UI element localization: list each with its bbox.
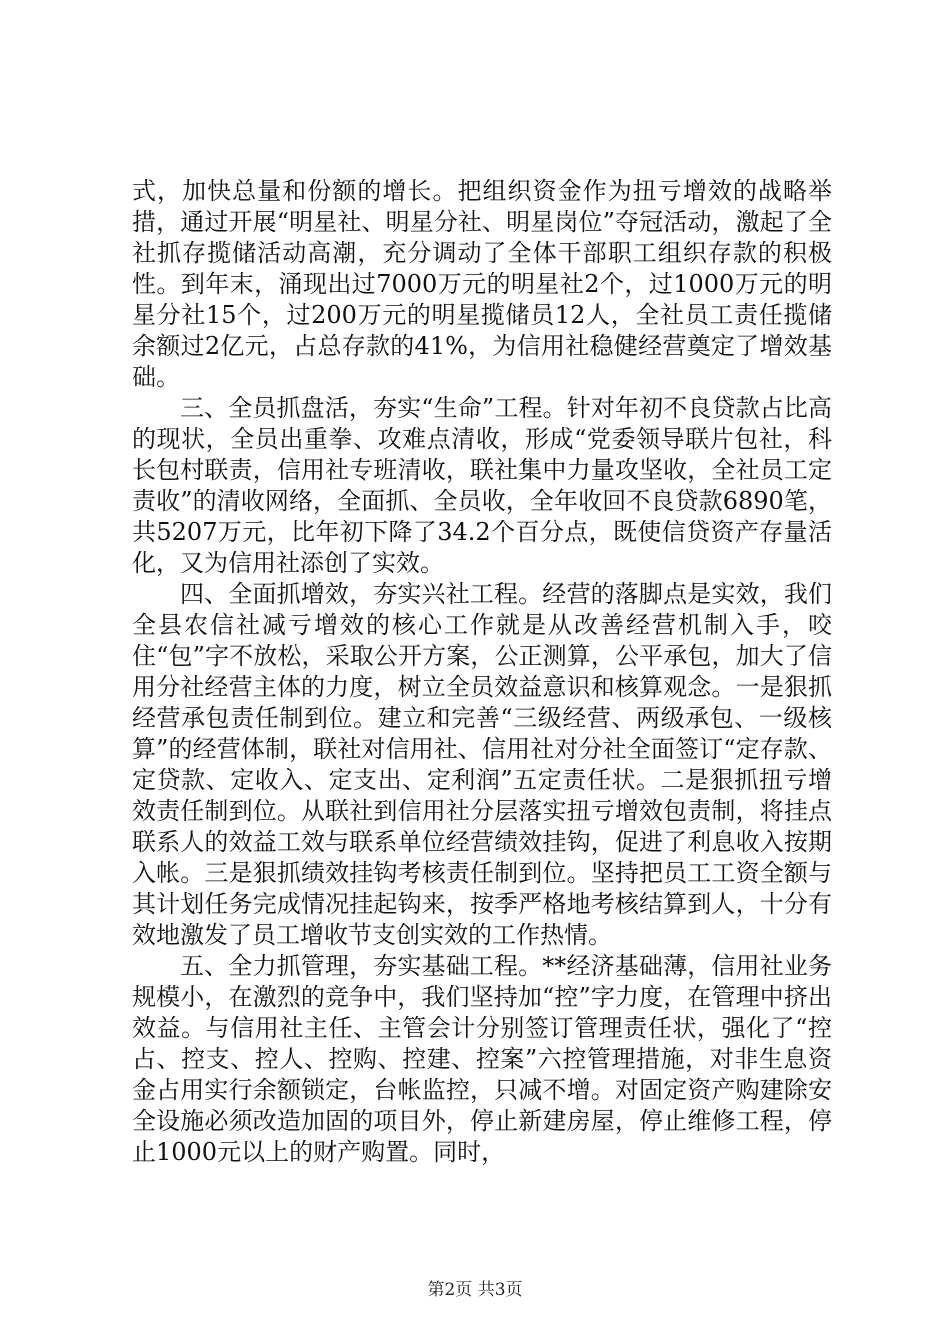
paragraph-3: 四、全面抓增效，夯实兴社工程。经营的落脚点是实效，我们全县农信社减亏增效的核心工作就是从改善经营机制入手，咬住“包”字不放松，采取公开方案，公正测算，公平承包，加大了信用分社经营主体的力度，树立全员效益意识和核算观念。一是狠抓经营承包责任制到位。建立和完善“三级经营、两级承包、一级核算”的经营体制，联社对信用社、信用社对分社全面签订“定存款、定贷款、定收入、定支出、定利润”五定责任状。二是狠抓扭亏增效责任制到位。从联社到信用社分层落实扭亏增效包责制，将挂点联系人的效益工效与联系单位经营绩效挂钩，促进了利息收入按期入帐。三是狠抓绩效挂钩考核责任制到位。坚持把员工工资全额与其计划任务完成情况挂起钩来，按季严格地考核结算到人，十分有效地激发了员工增收节支创实效的工作热情。 (132, 580, 832, 949)
page-footer: 第2页 共3页 (427, 1280, 523, 1300)
paragraph-4: 五、全力抓管理，夯实基础工程。**经济基础薄，信用社业务规模小，在激烈的竞争中，我们坚持加“控”字力度，在管理中挤出效益。与信用社主任、主管会计分别签订管理责任状，强化了“控占、控支、控人、控购、控建、控案”六控管理措施，对非生息资金占用实行余额锁定，台帐监控，只减不增。对固定资产购建除安全设施必须改造加固的项目外，停止新建房屋，停止维修工程，停止1000元以上的财产购置。同时， (132, 952, 832, 1166)
paragraph-1: 式，加快总量和份额的增长。把组织资金作为扭亏增效的战略举措，通过开展“明星社、明星分社、明星岗位”夺冠活动，激起了全社抓存揽储活动高潮，充分调动了全体干部职工组织存款的积极性。到年末，涌现出过7000万元的明星社2个，过1000万元的明星分社15个，过200万元的明星揽储员12人，全社员工责任揽储余额过2亿元，占总存款的41%，为信用社稳健经营奠定了增效基础。 (132, 177, 832, 391)
paragraph-2: 三、全员抓盘活，夯实“生命”工程。针对年初不良贷款占比高的现状，全员出重拳、攻难点清收，形成“党委领导联片包社，科长包村联责，信用社专班清收，联社集中力量攻坚收，全社员工定责收”的清收网络，全面抓、全员收，全年收回不良贷款6890笔，共5207万元，比年初下降了34.2个百分点，既使信贷资产存量活化，又为信用社添创了实效。 (132, 394, 832, 577)
document-body (132, 176, 832, 1168)
